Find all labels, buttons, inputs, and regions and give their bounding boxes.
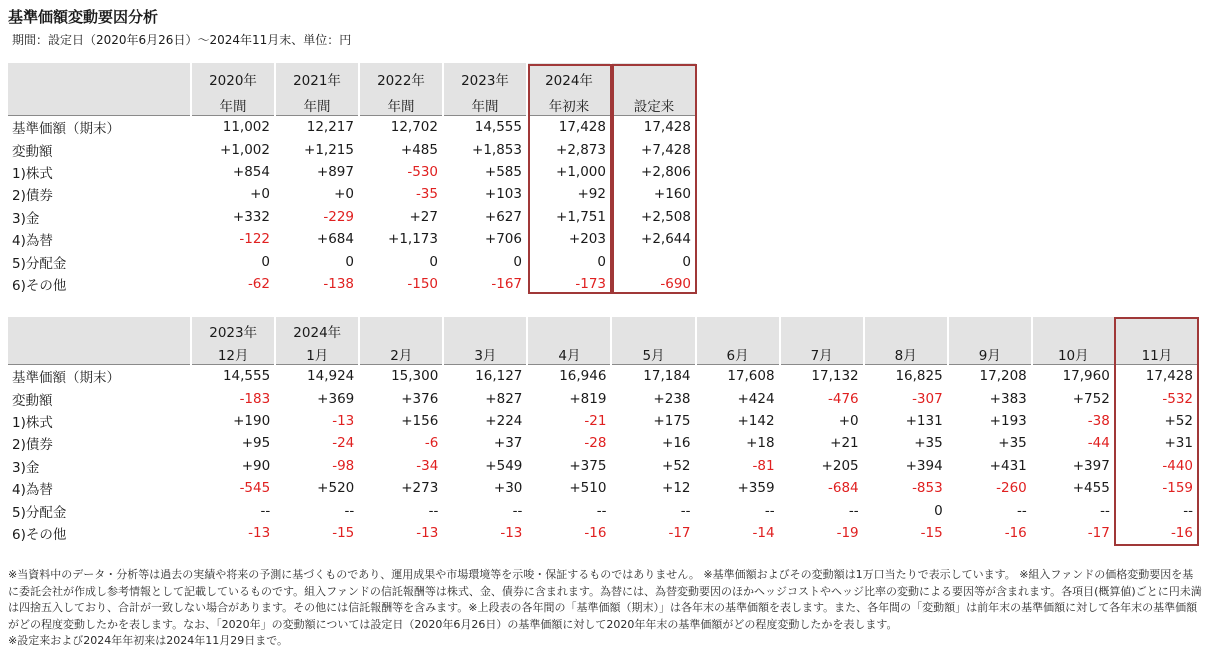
table-cell: -28 xyxy=(584,435,607,452)
table-cell: +0 xyxy=(250,186,270,203)
table-cell: +52 xyxy=(1164,412,1193,429)
table-cell: +383 xyxy=(989,390,1027,407)
table-cell: 12,217 xyxy=(275,116,359,139)
table-cell: +142 xyxy=(737,412,775,429)
table-cell: -476 xyxy=(828,390,859,407)
table-cell: +193 xyxy=(989,412,1027,429)
table-cell: -- xyxy=(512,502,523,519)
table-row xyxy=(8,499,1198,521)
table-cell: -38 xyxy=(1087,412,1110,429)
row-label: 4)為替 xyxy=(12,233,53,250)
column-header: 8月 xyxy=(864,341,948,365)
table-row xyxy=(8,273,696,295)
column-header: 1月 xyxy=(275,341,359,365)
column-header: 6月 xyxy=(696,341,780,365)
header-row-top xyxy=(8,317,1198,341)
table-cell: -684 xyxy=(828,480,859,497)
table-cell: +2,873 xyxy=(556,141,606,158)
column-header-top xyxy=(527,317,611,341)
table-cell: 15,300 xyxy=(359,365,443,388)
table-cell: -21 xyxy=(584,412,607,429)
column-header-top xyxy=(864,317,948,341)
row-label: 1)株式 xyxy=(12,414,53,431)
table-row xyxy=(8,206,696,228)
header-corner xyxy=(8,317,191,341)
table-cell: 14,555 xyxy=(191,365,275,388)
table-cell: -440 xyxy=(1162,457,1193,474)
table-cell: +1,751 xyxy=(556,208,606,225)
table-cell: -6 xyxy=(424,435,439,452)
column-header-top xyxy=(443,317,527,341)
table-cell: +1,215 xyxy=(304,141,354,158)
table-cell: -183 xyxy=(239,390,271,407)
table-cell: -229 xyxy=(323,208,354,225)
table-cell: -13 xyxy=(500,524,523,541)
table-cell: -15 xyxy=(332,524,355,541)
table-cell: +332 xyxy=(232,208,270,225)
table-cell: -19 xyxy=(836,524,859,541)
table-cell: 11,002 xyxy=(191,116,275,139)
column-header-top xyxy=(611,317,695,341)
table-cell: -16 xyxy=(1004,524,1027,541)
table-cell: +627 xyxy=(484,208,522,225)
table-cell: +90 xyxy=(241,457,271,474)
table-cell: -- xyxy=(1017,502,1027,519)
table-cell: 0 xyxy=(682,253,691,270)
header-row-bottom xyxy=(8,89,696,116)
table-cell: +2,644 xyxy=(641,231,691,248)
table-cell: -16 xyxy=(584,524,607,541)
row-label: 4)為替 xyxy=(12,482,53,499)
table-cell: 17,428 xyxy=(527,116,611,139)
table-cell: +92 xyxy=(577,186,606,203)
table-cell: 14,555 xyxy=(443,116,527,139)
column-header-top xyxy=(780,317,864,341)
table-cell: 16,946 xyxy=(527,365,611,388)
annual-attribution-table xyxy=(8,63,696,295)
table-cell: -532 xyxy=(1162,390,1193,407)
table-row xyxy=(8,455,1198,477)
table-cell: +35 xyxy=(998,435,1027,452)
table-cell: -14 xyxy=(752,524,775,541)
header-corner xyxy=(8,63,191,89)
table-cell: +12 xyxy=(662,480,691,497)
column-header: 5月 xyxy=(611,341,695,365)
table-cell: -81 xyxy=(752,457,775,474)
column-header: 3月 xyxy=(443,341,527,365)
table-cell: 0 xyxy=(261,253,270,270)
column-header: 年間 xyxy=(275,89,359,116)
column-header: 11月 xyxy=(1115,341,1198,365)
table-cell: -13 xyxy=(416,524,439,541)
table-cell: +455 xyxy=(1072,480,1110,497)
table-cell: +897 xyxy=(316,163,354,180)
header-row-bottom xyxy=(8,341,1198,365)
table-cell: +431 xyxy=(989,457,1027,474)
table-cell: +485 xyxy=(400,141,438,158)
table-cell: +2,508 xyxy=(641,208,691,225)
table-cell: +175 xyxy=(653,412,691,429)
column-header-top xyxy=(359,317,443,341)
table-cell: +37 xyxy=(493,435,523,452)
column-header-top: 2021年 xyxy=(275,63,359,89)
column-header-top: 2024年 xyxy=(527,63,611,89)
table-cell: 0 xyxy=(429,253,438,270)
table-cell: -- xyxy=(764,502,775,519)
row-label: 6)その他 xyxy=(12,526,67,543)
table-cell: 17,608 xyxy=(696,365,780,388)
column-header: 4月 xyxy=(527,341,611,365)
table-cell: +1,853 xyxy=(472,141,522,158)
table-cell: 17,428 xyxy=(1115,365,1198,388)
table-cell: +18 xyxy=(746,435,775,452)
table-cell: +203 xyxy=(568,231,606,248)
table-row xyxy=(8,365,1198,388)
column-header: 年初来 xyxy=(527,89,611,116)
table-cell: -24 xyxy=(332,435,355,452)
column-header: 2月 xyxy=(359,341,443,365)
table-cell: +424 xyxy=(737,390,775,407)
table-cell: -545 xyxy=(239,480,271,497)
table-cell: 17,184 xyxy=(611,365,695,388)
table-cell: -34 xyxy=(416,457,439,474)
column-header: 年間 xyxy=(191,89,275,116)
column-header: 年間 xyxy=(359,89,443,116)
table-cell: +2,806 xyxy=(641,163,691,180)
table-cell: -- xyxy=(260,502,271,519)
table-cell: -167 xyxy=(491,275,522,292)
table-cell: +520 xyxy=(317,480,355,497)
column-header: 設定来 xyxy=(611,89,696,116)
table-cell: -35 xyxy=(415,186,438,203)
table-cell: -13 xyxy=(248,524,271,541)
column-header: 10月 xyxy=(1032,341,1115,365)
table-cell: +190 xyxy=(233,412,271,429)
table-row xyxy=(8,432,1198,454)
table-row xyxy=(8,183,696,205)
table-cell: +0 xyxy=(838,412,859,429)
table-row xyxy=(8,138,696,160)
table-row xyxy=(8,161,696,183)
table-cell: +369 xyxy=(317,390,355,407)
table-cell: 0 xyxy=(597,253,606,270)
table-cell: +585 xyxy=(484,163,522,180)
table-cell: +706 xyxy=(484,231,522,248)
table-cell: +160 xyxy=(653,186,691,203)
row-label: 5)分配金 xyxy=(12,255,67,272)
table-cell: +156 xyxy=(401,412,439,429)
table-cell: +752 xyxy=(1072,390,1110,407)
row-label: 5)分配金 xyxy=(12,504,67,521)
table-cell: -- xyxy=(1100,502,1110,519)
table-row xyxy=(8,477,1198,499)
table-cell: +827 xyxy=(485,390,523,407)
footnotes xyxy=(8,567,1204,650)
column-header-top: 2024年 xyxy=(275,317,359,341)
table-cell: -122 xyxy=(239,231,270,248)
table-cell: +35 xyxy=(914,435,943,452)
table-cell: -690 xyxy=(660,275,691,292)
table-cell: +1,000 xyxy=(556,163,606,180)
table-cell: +205 xyxy=(821,457,859,474)
monthly-attribution-table xyxy=(8,317,1198,544)
table-cell: 16,825 xyxy=(864,365,948,388)
page-title: 基準価額変動要因分析 xyxy=(8,8,159,26)
table-cell: -- xyxy=(428,502,439,519)
table-cell: +238 xyxy=(653,390,691,407)
row-label: 2)債券 xyxy=(12,188,53,205)
column-header-top xyxy=(1032,317,1115,341)
column-header: 7月 xyxy=(780,341,864,365)
row-label: 3)金 xyxy=(12,210,40,227)
table-cell: +273 xyxy=(401,480,439,497)
table-cell: 0 xyxy=(934,502,943,519)
table-cell: +1,173 xyxy=(388,231,438,248)
table-cell: 17,428 xyxy=(611,116,696,139)
table-cell: -- xyxy=(344,502,355,519)
table-cell: 17,960 xyxy=(1032,365,1115,388)
table-cell: +510 xyxy=(569,480,607,497)
column-header-top: 2023年 xyxy=(191,317,275,341)
table-cell: 12,702 xyxy=(359,116,443,139)
table-cell: +27 xyxy=(409,208,438,225)
table-cell: -150 xyxy=(407,275,438,292)
table-cell: +131 xyxy=(905,412,943,429)
header-row-top xyxy=(8,63,696,89)
table-cell: -17 xyxy=(1087,524,1110,541)
column-header-top xyxy=(696,317,780,341)
table-cell: -307 xyxy=(912,390,943,407)
table-row xyxy=(8,116,696,139)
table-cell: +21 xyxy=(830,435,859,452)
row-label: 6)その他 xyxy=(12,277,67,294)
table-row xyxy=(8,387,1198,409)
table-cell: +376 xyxy=(401,390,439,407)
column-header-top xyxy=(948,317,1032,341)
table-cell: -173 xyxy=(575,275,606,292)
column-header-top xyxy=(1115,317,1198,341)
table-cell: -44 xyxy=(1087,435,1110,452)
row-label: 1)株式 xyxy=(12,165,53,182)
table-cell: +52 xyxy=(662,457,691,474)
table-cell: -- xyxy=(1183,502,1193,519)
column-header-top: 2023年 xyxy=(443,63,527,89)
table-cell: -159 xyxy=(1162,480,1193,497)
column-header-top xyxy=(611,63,696,89)
table-cell: -15 xyxy=(920,524,943,541)
table-cell: -- xyxy=(848,502,859,519)
table-cell: +359 xyxy=(737,480,775,497)
table-cell: +375 xyxy=(569,457,607,474)
table-cell: -- xyxy=(596,502,607,519)
table-cell: -260 xyxy=(996,480,1027,497)
table-cell: 0 xyxy=(513,253,522,270)
table-row xyxy=(8,228,696,250)
row-label: 2)債券 xyxy=(12,437,53,454)
row-label: 変動額 xyxy=(12,392,53,409)
table-cell: -17 xyxy=(668,524,691,541)
table-cell: -16 xyxy=(1170,524,1193,541)
table-cell: +549 xyxy=(485,457,523,474)
column-header: 9月 xyxy=(948,341,1032,365)
row-label: 3)金 xyxy=(12,459,40,476)
table-cell: 16,127 xyxy=(443,365,527,388)
table-row xyxy=(8,522,1198,544)
table-cell: +854 xyxy=(232,163,270,180)
header-corner xyxy=(8,341,191,365)
table-cell: -530 xyxy=(407,163,438,180)
table-row xyxy=(8,410,1198,432)
table-cell: +16 xyxy=(662,435,691,452)
row-label: 基準価額（期末） xyxy=(8,365,191,388)
column-header: 12月 xyxy=(191,341,275,365)
table-cell: 17,132 xyxy=(780,365,864,388)
footnote-main: ※当資料中のデータ・分析等は過去の実績や将来の予測に基づくものであり、運用成果や市場環境等を示唆・保証するものではありません。 ※基準価額およびその変動額は1万口当たりで表示しています。 ※組入ファンドの価格変動要因を基に委託会社が作成し参考情報として記載しているものです。組入ファンドの信託報酬等は株式、金、債券に含まれます。為替には、為替変動要因のほかヘッジコストやヘッジ比率の変動による要因等が含まれます。各項目(概算値)ごとに円未満は四捨五入しており、合計が一致しない場合があります。その他には信託報酬等を含みます。※上段表の各年間の「基準価額（期末）」は各年末の基準価額を表します。また、各年間の「変動額」は前年末の基準価額に対して各年末の基準価額がどの程度変動したかを表します。なお、「2020年」の変動額については設定日（2020年6月26日）の基準価額に対して2020年年末の基準価額がどの程度変動したかを表します。 xyxy=(8,568,1202,631)
table-cell: +0 xyxy=(334,186,354,203)
row-label: 基準価額（期末） xyxy=(8,116,191,139)
table-cell: +103 xyxy=(484,186,522,203)
table-cell: +684 xyxy=(316,231,354,248)
table-cell: +819 xyxy=(569,390,607,407)
table-cell: -13 xyxy=(332,412,355,429)
footnote-period: ※設定来および2024年年初来は2024年11月29日まで。 xyxy=(8,634,288,647)
table-cell: +1,002 xyxy=(220,141,270,158)
column-header-top: 2022年 xyxy=(359,63,443,89)
table-cell: 14,924 xyxy=(275,365,359,388)
table-row xyxy=(8,250,696,272)
table-cell: -853 xyxy=(912,480,943,497)
table-cell: -138 xyxy=(323,275,354,292)
column-header-top: 2020年 xyxy=(191,63,275,89)
table-cell: +30 xyxy=(493,480,523,497)
table-cell: +31 xyxy=(1164,435,1193,452)
table-cell: -62 xyxy=(247,275,270,292)
column-header: 年間 xyxy=(443,89,527,116)
table-cell: -98 xyxy=(332,457,355,474)
table-cell: -- xyxy=(680,502,691,519)
row-label: 変動額 xyxy=(12,143,53,160)
header-corner xyxy=(8,89,191,116)
table-cell: +224 xyxy=(485,412,523,429)
table-cell: 17,208 xyxy=(948,365,1032,388)
table-cell: +7,428 xyxy=(641,141,691,158)
period-subtitle: 期間：設定日（2020年6月26日）～2024年11月末、単位：円 xyxy=(12,33,352,47)
table-cell: +394 xyxy=(905,457,943,474)
table-cell: +397 xyxy=(1072,457,1110,474)
table-cell: +95 xyxy=(241,435,271,452)
table-cell: 0 xyxy=(345,253,354,270)
